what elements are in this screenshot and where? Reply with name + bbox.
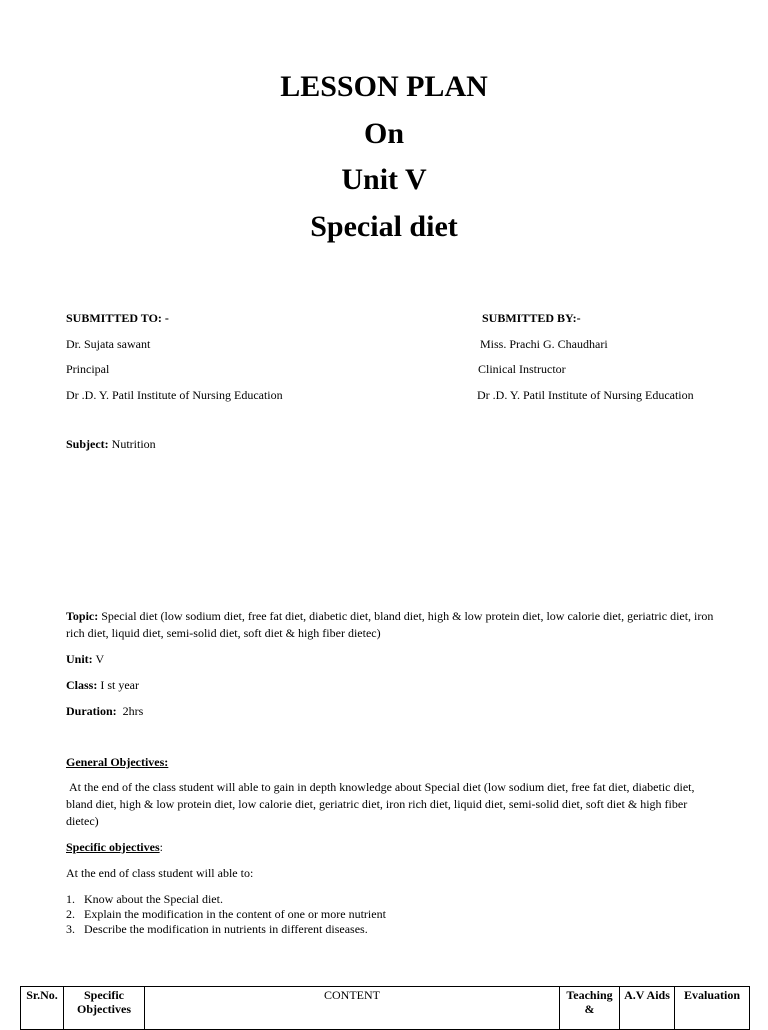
submitted-to-heading: SUBMITTED TO: - [66, 311, 169, 325]
list-item-text: Know about the Special diet. [84, 892, 223, 906]
subject-label: Subject: [66, 437, 109, 451]
list-item [66, 907, 706, 922]
header-content-label: CONTENT [324, 988, 380, 1002]
header-specific-line1: Specific [84, 988, 124, 1002]
table-header-row [21, 987, 750, 1030]
specific-objectives-heading-line [66, 840, 163, 855]
title-unit: Unit V [341, 163, 427, 196]
header-teaching-line2: & [584, 1002, 595, 1016]
header-av-aids: A.V Aids [620, 987, 675, 1030]
specific-objectives-colon: : [159, 840, 163, 854]
general-objectives-heading: General Objectives: [66, 755, 169, 769]
subject-value: Nutrition [111, 437, 156, 451]
unit-value: V [95, 652, 105, 666]
header-evaluation: Evaluation [675, 987, 750, 1030]
list-item [66, 922, 706, 937]
submitted-to-institute: Dr .D. Y. Patil Institute of Nursing Education [66, 388, 283, 402]
specific-objectives-heading: Specific objectives [66, 840, 160, 854]
list-item-number: 2. [66, 907, 75, 921]
header-content [145, 987, 560, 1030]
title-on: On [363, 117, 405, 150]
duration-line [66, 704, 143, 719]
topic-value: Special diet (low sodium diet, free fat diet, diabetic diet, bland diet, high & low protein diet, low calorie diet, geriatric diet, iron rich diet, liquid diet, semi-solid diet, soft diet & high fiber dietec) [66, 609, 714, 640]
subject-line [66, 437, 156, 452]
class-label: Class: [66, 678, 98, 692]
header-srno: Sr.No. [21, 987, 64, 1030]
list-item-number: 3. [66, 922, 75, 936]
unit-label: Unit: [66, 652, 93, 666]
header-teaching-line1: Teaching [566, 988, 613, 1002]
specific-objectives-intro: At the end of class student will able to: [66, 866, 254, 880]
topic-label: Topic: [66, 609, 99, 623]
title-lesson-plan: LESSON PLAN [280, 70, 488, 103]
duration-label: Duration: [66, 704, 117, 718]
specific-objectives-list [66, 892, 706, 937]
submitted-by-name: Miss. Prachi G. Chaudhari [480, 337, 608, 351]
header-specific-line2: Objectives [77, 1002, 131, 1016]
general-objectives-text: At the end of the class student will able to gain in depth knowledge about Special diet (low sodium diet, free fat diet, diabetic diet, bland diet, high & low protein diet, low calorie diet, geriatric diet, iron rich diet, liquid diet, semi-solid diet, soft diet & high fiber dietec) [66, 780, 695, 828]
list-item-text: Describe the modification in nutrients in different diseases. [84, 922, 368, 936]
submitted-by-heading: SUBMITTED BY:- [482, 311, 581, 325]
list-item [66, 892, 706, 907]
class-value: I st year [100, 678, 139, 692]
header-specific-objectives [64, 987, 145, 1030]
submitted-to-name: Dr. Sujata sawant [66, 337, 151, 351]
class-line [66, 678, 139, 693]
unit-line [66, 652, 104, 667]
lesson-plan-table [20, 986, 750, 1030]
topic-line [66, 608, 716, 642]
submitted-by-role: Clinical Instructor [478, 362, 566, 376]
duration-value: 2hrs [122, 704, 144, 718]
title-special-diet: Special diet [310, 210, 458, 243]
list-item-text: Explain the modification in the content of one or more nutrient [84, 907, 386, 921]
list-item-number: 1. [66, 892, 75, 906]
submitted-to-role: Principal [66, 362, 110, 376]
submitted-by-institute: Dr .D. Y. Patil Institute of Nursing Education [477, 388, 694, 402]
header-teaching [560, 987, 620, 1030]
